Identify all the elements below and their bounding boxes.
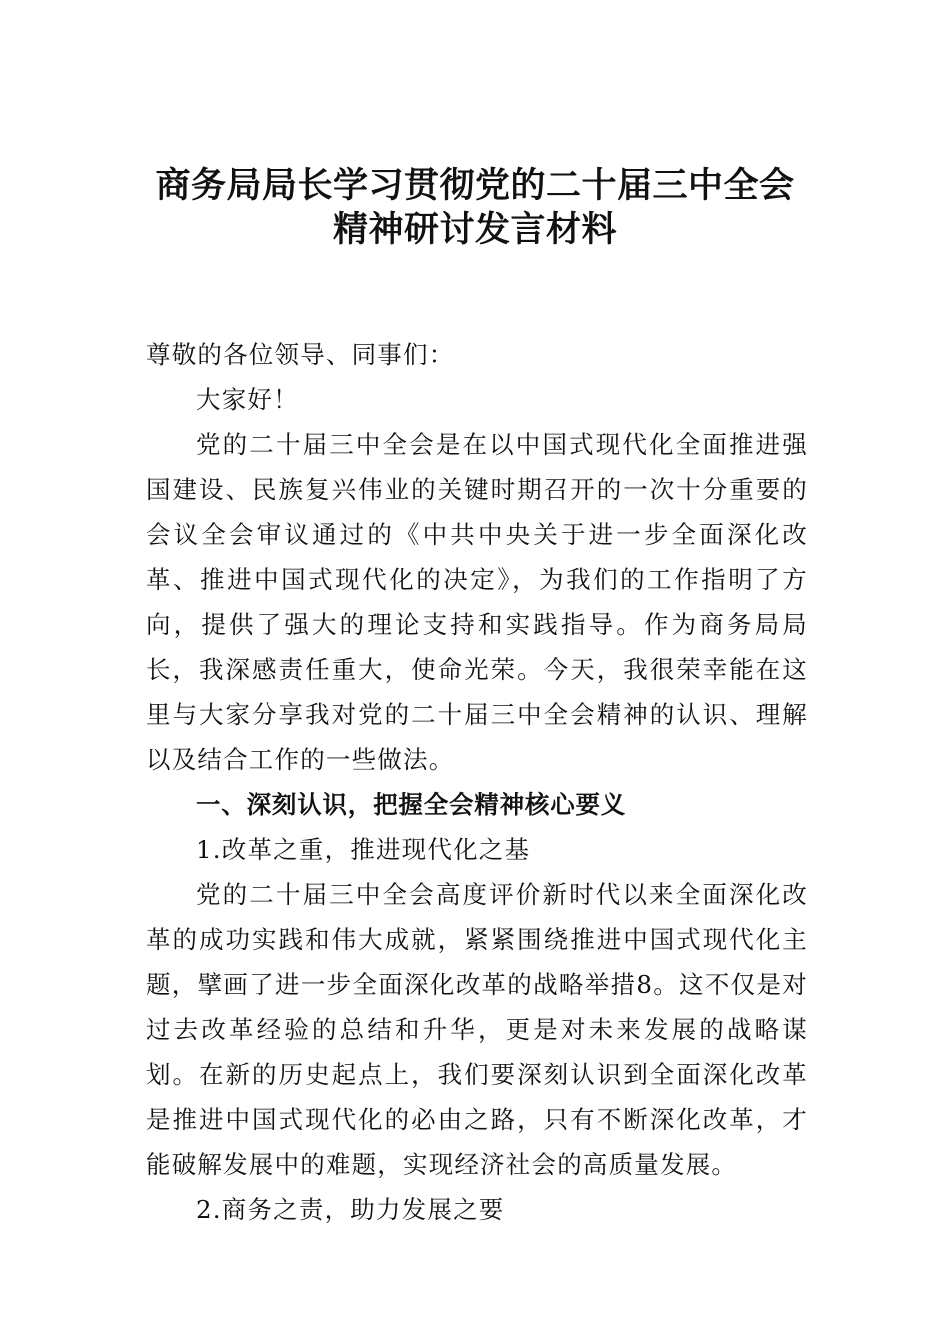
intro-paragraph: 党的二十届三中全会是在以中国式现代化全面推进强国建设、民族复兴伟业的关键时期召开的一次十分重要的会议全会审议通过的《中共中央关于进一步全面深化改革、推进中国式现代化的决定》，为我们的工作指明了方向，提供了强大的理论支持和实践指导。作为商务局局长，我深感责任重大，使命光荣。今天，我很荣幸能在这里与大家分享我对党的二十届三中全会精神的认识、理解以及结合工作的一些做法。 <box>146 430 808 774</box>
subsection-2-heading: 2.商务之责，助力发展之要 <box>196 1195 505 1224</box>
subsection-1-paragraph: 党的二十届三中全会高度评价新时代以来全面深化改革的成功实践和伟大成就，紧紧围绕推进中国式现代化主题，擘画了进一步全面深化改革的战略举措8。这不仅是对过去改革经验的总结和升华，更是对未来发展的战略谋划。在新的历史起点上，我们要深刻认识到全面深化改革是推进中国式现代化的必由之路，只有不断深化改革，才能破解发展中的难题，实现经济社会的高质量发展。 <box>146 880 808 1179</box>
document-title-line-1: 商务局局长学习贯彻党的二十届三中全会 <box>155 166 795 206</box>
document-body <box>146 332 808 1232</box>
greeting: 大家好！ <box>196 385 299 414</box>
subsection-1-heading: 1.改革之重，推进现代化之基 <box>196 835 531 864</box>
section-1-heading: 一、深刻认识，把握全会精神核心要义 <box>196 790 627 819</box>
document-title-line-2: 精神研讨发言材料 <box>332 210 617 250</box>
salutation: 尊敬的各位领导、同事们： <box>146 340 455 369</box>
